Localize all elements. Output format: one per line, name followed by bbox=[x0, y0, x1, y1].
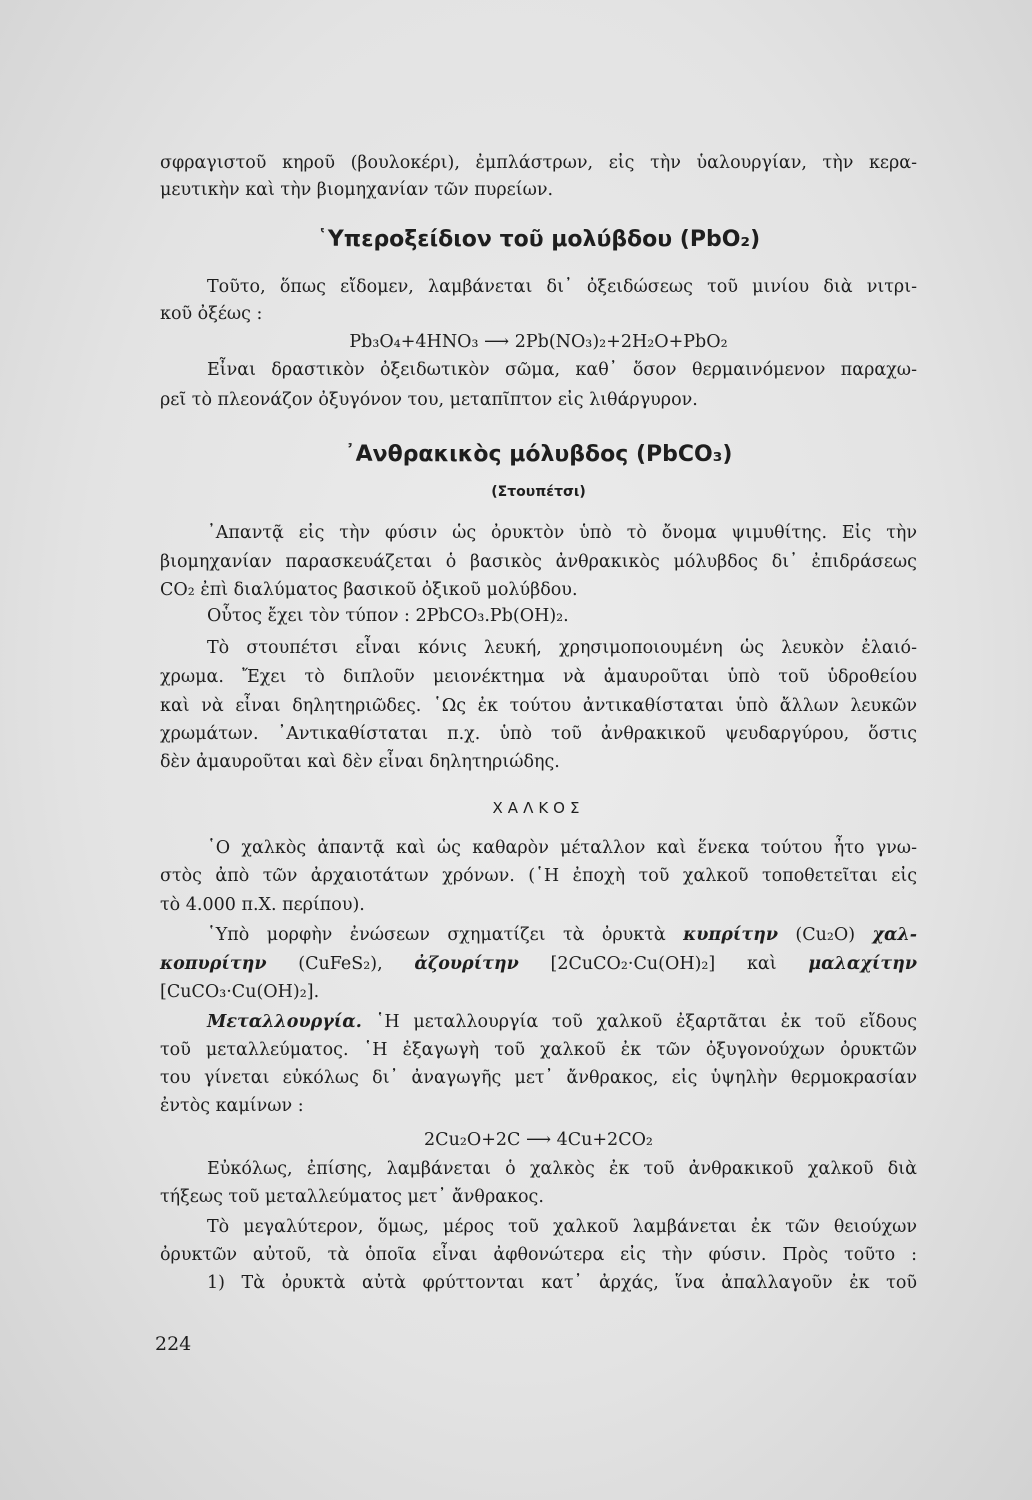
text-segment: ῾Η μεταλλουργία τοῦ χαλκοῦ ἐξαρτᾶται ἐκ τοῦ εἴδους bbox=[361, 1012, 917, 1032]
text-segment: Τοῦτο, ὅπως εἴδομεν, λαμβάνεται δι᾽ ὀξειδώσεως τοῦ μινίου διὰ νιτρι- bbox=[207, 277, 917, 297]
text-segment: Οὗτος ἔχει τὸν τύπον : 2PbCO₃.Pb(OH)₂. bbox=[207, 606, 569, 626]
text-segment: ῾Υπεροξείδιον τοῦ μολύβδου (PbO₂) bbox=[316, 227, 761, 252]
chapter-heading bbox=[160, 797, 917, 819]
text-segment: ᾽Απαντᾷ εἰς τὴν φύσιν ὡς ὀρυκτὸν ὑπὸ τὸ ὄνομα ψιμυθίτης. Εἰς τὴν bbox=[207, 523, 917, 543]
body-line bbox=[160, 751, 917, 773]
body-line bbox=[160, 837, 917, 859]
text-segment: χρωμάτων. ᾽Αντικαθίσταται π.χ. ὑπὸ τοῦ ἀνθρακικοῦ ψευδαργύρου, ὅστις bbox=[160, 724, 917, 744]
body-line bbox=[160, 981, 917, 1003]
emphasized-term: ἀζουρίτην bbox=[414, 954, 519, 974]
text-segment: ῾Υπὸ μορφὴν ἐνώσεων σχηματίζει τὰ ὀρυκτὰ bbox=[207, 925, 684, 945]
text-segment: σφραγιστοῦ κηροῦ (βουλοκέρι), ἐμπλάστρων, εἰς τὴν ὑαλουργίαν, τὴν κερα- bbox=[160, 153, 917, 173]
body-line bbox=[160, 579, 917, 601]
body-line bbox=[160, 276, 917, 298]
text-segment: χρωμα. Ἔχει τὸ διπλοῦν μειονέκτημα νὰ ἀμαυροῦται ὑπὸ τοῦ ὑδροθείου bbox=[160, 667, 917, 687]
equation bbox=[160, 1129, 917, 1151]
body-line bbox=[160, 1158, 917, 1180]
text-segment: του γίνεται εὐκόλως δι᾽ ἀναγωγῆς μετ᾽ ἄνθρακος, εἰς ὑψηλὴν θερμοκρασίαν bbox=[160, 1068, 917, 1088]
body-line bbox=[160, 695, 917, 717]
text-segment: Τὸ στουπέτσι εἶναι κόνις λευκή, χρησιμοποιουμένη ὡς λευκὸν ἐλαιό- bbox=[207, 638, 917, 658]
body-line bbox=[160, 1095, 917, 1117]
body-line bbox=[160, 637, 917, 659]
text-segment: Εἶναι δραστικὸν ὀξειδωτικὸν σῶμα, καθ᾽ ὅσον θερμαινόμενον παραχω- bbox=[207, 360, 917, 380]
body-line bbox=[160, 1039, 917, 1061]
body-line bbox=[160, 894, 917, 916]
body-line bbox=[160, 865, 917, 887]
text-segment: στὸς ἀπὸ τῶν ἀρχαιοτάτων χρόνων. (῾Η ἐποχὴ τοῦ χαλκοῦ τοποθετεῖται εἰς bbox=[160, 866, 917, 886]
body-line bbox=[160, 723, 917, 745]
body-line bbox=[160, 522, 917, 544]
body-line bbox=[160, 1011, 917, 1033]
text-segment: τήξεως τοῦ μεταλλεύματος μετ᾽ ἄνθρακος. bbox=[160, 1187, 544, 1207]
equation bbox=[160, 331, 917, 353]
text-segment: τοῦ μεταλλεύματος. ῾Η ἐξαγωγὴ τοῦ χαλκοῦ ἐκ τῶν ὀξυγονούχων ὀρυκτῶν bbox=[160, 1040, 917, 1060]
text-segment: Εὐκόλως, ἐπίσης, λαμβάνεται ὁ χαλκὸς ἐκ τοῦ ἀνθρακικοῦ χαλκοῦ διὰ bbox=[207, 1159, 917, 1179]
text-segment: Pb₃O₄+4HNO₃ ⟶ 2Pb(NO₃)₂+2H₂O+PbO₂ bbox=[349, 332, 728, 352]
page-number: 224 bbox=[155, 1333, 192, 1355]
text-segment: [CuCO₃·Cu(OH)₂]. bbox=[160, 982, 320, 1002]
body-line bbox=[160, 1244, 917, 1266]
text-segment: [2CuCO₂·Cu(OH)₂] καὶ bbox=[518, 954, 809, 974]
text-segment: ρεῖ τὸ πλεονάζον ὀξυγόνον του, μεταπῖπτον εἰς λιθάργυρον. bbox=[160, 390, 698, 410]
emphasized-term: Μεταλλουργία. bbox=[207, 1012, 362, 1032]
section-subheading bbox=[160, 481, 917, 503]
body-line bbox=[160, 953, 917, 975]
text-segment: κοῦ ὀξέως : bbox=[160, 304, 263, 324]
text-segment: δὲν ἀμαυροῦται καὶ δὲν εἶναι δηλητηριώδης. bbox=[160, 752, 560, 772]
text-segment: ἐντὸς καμίνων : bbox=[160, 1096, 304, 1116]
text-segment: ῾Ο χαλκὸς ἀπαντᾷ καὶ ὡς καθαρὸν μέταλλον καὶ ἕνεκα τούτου ἦτο γνω- bbox=[207, 838, 917, 858]
formula-line bbox=[160, 605, 917, 627]
emphasized-term: χαλ- bbox=[872, 925, 917, 945]
body-line bbox=[160, 179, 917, 201]
body-line bbox=[160, 389, 917, 411]
text-segment: (CuFeS₂), bbox=[266, 954, 415, 974]
text-segment: ΧΑΛΚΟΣ bbox=[492, 799, 585, 817]
text-segment: μευτικὴν καὶ τὴν βιομηχανίαν τῶν πυρείων. bbox=[160, 180, 554, 200]
text-segment: (Στουπέτσι) bbox=[491, 484, 586, 500]
section-heading bbox=[160, 444, 917, 466]
text-segment: CO₂ ἐπὶ διαλύματος βασικοῦ ὀξικοῦ μολύβδου. bbox=[160, 580, 578, 600]
text-segment: τὸ 4.000 π.Χ. περίπου). bbox=[160, 895, 365, 915]
text-segment: ὀρυκτῶν αὐτοῦ, τὰ ὁποῖα εἶναι ἀφθονώτερα εἰς τὴν φύσιν. Πρὸς τοῦτο : bbox=[160, 1245, 917, 1265]
body-line bbox=[160, 359, 917, 381]
text-segment: (Cu₂O) bbox=[777, 925, 873, 945]
body-line bbox=[160, 303, 917, 325]
text-segment: βιομηχανίαν παρασκευάζεται ὁ βασικὸς ἀνθρακικὸς μόλυβδος δι᾽ ἐπιδράσεως bbox=[160, 552, 917, 572]
text-segment: 2Cu₂O+2C ⟶ 4Cu+2CO₂ bbox=[424, 1130, 653, 1150]
body-line bbox=[160, 924, 917, 946]
body-line bbox=[160, 1272, 917, 1294]
body-line bbox=[160, 1067, 917, 1089]
body-line bbox=[160, 152, 917, 174]
section-heading bbox=[160, 229, 917, 251]
text-segment: ᾽Ανθρακικὸς μόλυβδος (PbCO₃) bbox=[344, 442, 733, 467]
text-segment: Τὸ μεγαλύτερον, ὅμως, μέρος τοῦ χαλκοῦ λαμβάνεται ἐκ τῶν θειούχων bbox=[207, 1217, 917, 1237]
emphasized-term: μαλαχίτην bbox=[808, 954, 917, 974]
emphasized-term: κοπυρίτην bbox=[160, 954, 267, 974]
body-line bbox=[160, 551, 917, 573]
body-line bbox=[160, 1186, 917, 1208]
emphasized-term: κυπρίτην bbox=[683, 925, 778, 945]
body-line bbox=[160, 1216, 917, 1238]
text-segment: 1) Τὰ ὀρυκτὰ αὐτὰ φρύττονται κατ᾽ ἀρχάς, ἵνα ἀπαλλαγοῦν ἐκ τοῦ bbox=[207, 1273, 917, 1293]
body-line bbox=[160, 666, 917, 688]
text-segment: καὶ νὰ εἶναι δηλητηριῶδες. ῾Ως ἐκ τούτου ἀντικαθίσταται ὑπὸ ἄλλων λευκῶν bbox=[160, 696, 917, 716]
